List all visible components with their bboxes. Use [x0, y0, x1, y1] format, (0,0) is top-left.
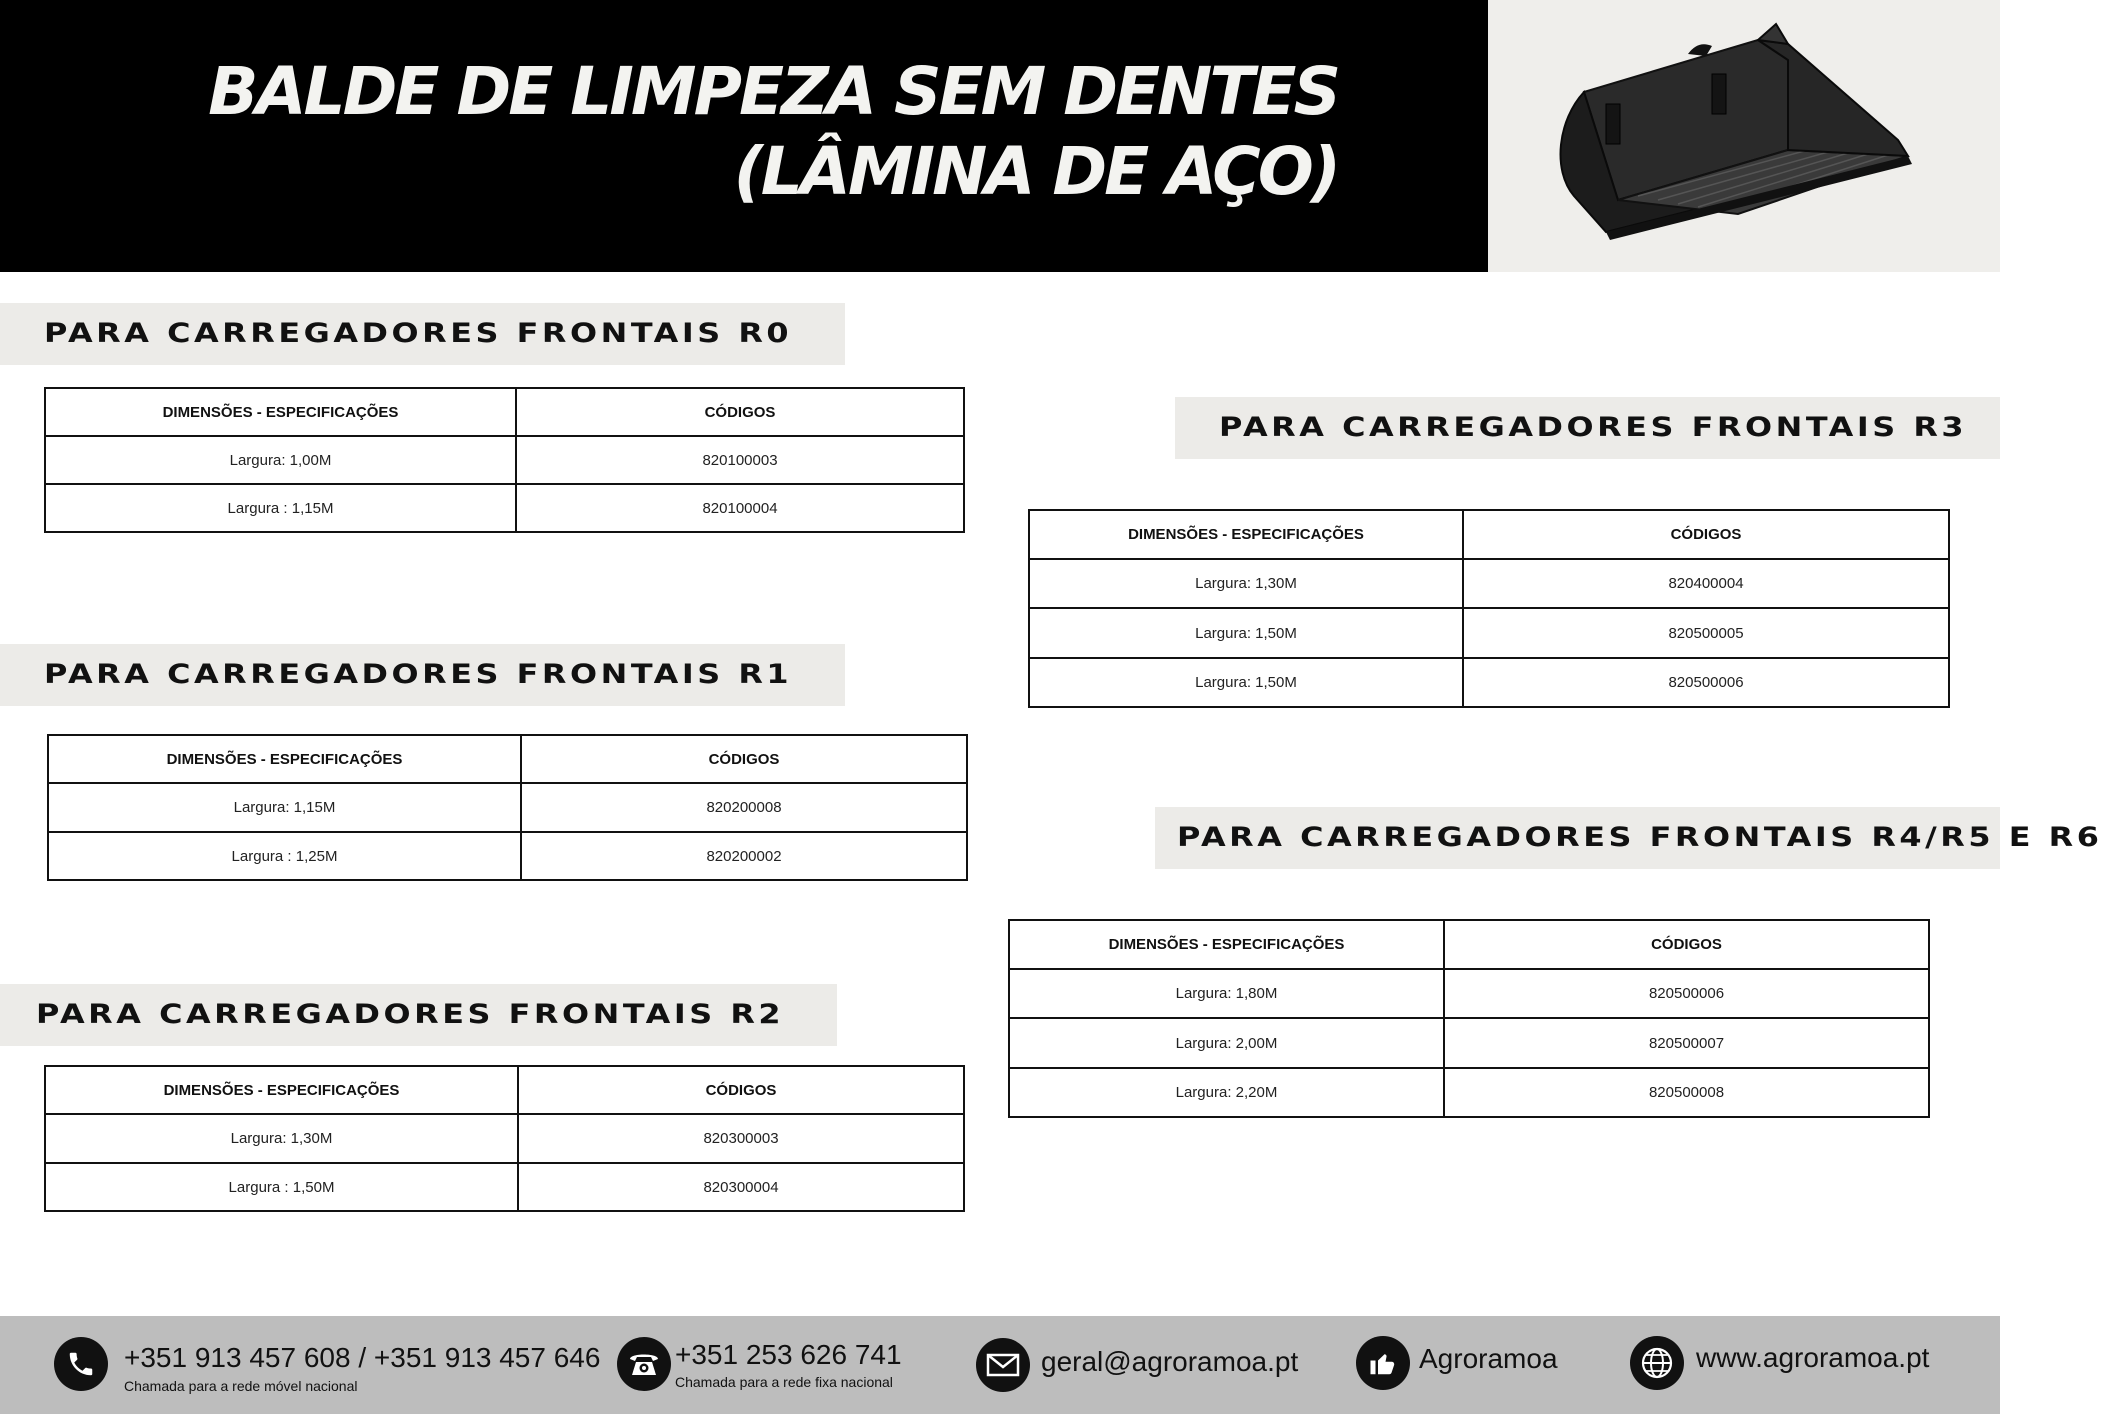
facebook-name: Agroramoa — [1419, 1343, 1558, 1374]
contact-website[interactable] — [1630, 1316, 1970, 1414]
loader-bucket-image — [1488, 0, 2000, 272]
table-row — [1009, 1068, 1929, 1117]
section-band-r2 — [0, 984, 837, 1046]
section-title-r2: PARA CARREGADORES FRONTAIS R2 — [36, 999, 785, 1030]
table-row — [48, 783, 967, 832]
dimension-cell: Largura : 1,50M — [45, 1163, 518, 1211]
section-band-r0 — [0, 303, 845, 365]
page-title — [208, 52, 1338, 212]
code-cell: 820500008 — [1444, 1068, 1929, 1117]
header-banner — [0, 0, 1488, 272]
table-row — [1009, 1018, 1929, 1068]
table-row — [45, 436, 964, 484]
column-header-dimensions: DIMENSÕES - ESPECIFICAÇÕES — [1009, 920, 1444, 969]
dimension-cell: Largura: 1,30M — [45, 1114, 518, 1163]
table-row — [45, 1163, 964, 1211]
section-title-r1: PARA CARREGADORES FRONTAIS R1 — [44, 659, 793, 690]
dimension-cell: Largura: 1,50M — [1029, 608, 1463, 658]
column-header-codes: CÓDIGOS — [518, 1066, 964, 1114]
code-cell: 820100003 — [516, 436, 964, 484]
envelope-icon — [976, 1338, 1030, 1392]
page-title-line2: (LÂMINA DE AÇO) — [733, 133, 1338, 210]
bucket-image — [1488, 0, 2000, 272]
code-cell: 820400004 — [1463, 559, 1949, 608]
column-header-dimensions: DIMENSÕES - ESPECIFICAÇÕES — [48, 735, 521, 783]
dimension-cell: Largura: 2,00M — [1009, 1018, 1444, 1068]
table-r4 — [1008, 919, 1930, 1118]
table-r2 — [44, 1065, 965, 1212]
landline-note: Chamada para a rede fixa nacional — [675, 1374, 893, 1390]
contact-facebook[interactable] — [1355, 1316, 1595, 1414]
code-cell: 820100004 — [516, 484, 964, 532]
code-cell: 820500005 — [1463, 608, 1949, 658]
code-cell: 820200002 — [521, 832, 967, 880]
landline-number: +351 253 626 741 — [675, 1339, 902, 1370]
section-title-r0: PARA CARREGADORES FRONTAIS R0 — [44, 318, 793, 349]
table-r3 — [1028, 509, 1950, 708]
table-row — [1029, 608, 1949, 658]
column-header-dimensions: DIMENSÕES - ESPECIFICAÇÕES — [1029, 510, 1463, 559]
section-band-r3 — [1175, 397, 2000, 459]
code-cell: 820500006 — [1444, 969, 1929, 1018]
section-title-r3: PARA CARREGADORES FRONTAIS R3 — [1219, 412, 1968, 443]
column-header-codes: CÓDIGOS — [1444, 920, 1929, 969]
table-row — [1029, 559, 1949, 608]
dimension-cell: Largura : 1,25M — [48, 832, 521, 880]
thumbs-up-icon — [1356, 1336, 1410, 1390]
table-row — [1009, 969, 1929, 1018]
website-url: www.agroramoa.pt — [1696, 1342, 1930, 1373]
table-r1 — [47, 734, 968, 881]
dimension-cell: Largura: 1,15M — [48, 783, 521, 832]
dimension-cell: Largura: 1,30M — [1029, 559, 1463, 608]
section-band-r4 — [1155, 807, 2102, 869]
telephone-icon — [617, 1337, 671, 1391]
column-header-codes: CÓDIGOS — [521, 735, 967, 783]
dimension-cell: Largura: 1,00M — [45, 436, 516, 484]
dimension-cell: Largura: 1,50M — [1029, 658, 1463, 707]
email-address: geral@agroramoa.pt — [1041, 1346, 1299, 1377]
mobile-note: Chamada para a rede móvel nacional — [124, 1378, 358, 1394]
code-cell: 820300003 — [518, 1114, 964, 1163]
footer — [0, 1316, 2000, 1414]
table-r0 — [44, 387, 965, 533]
column-header-codes: CÓDIGOS — [1463, 510, 1949, 559]
code-cell: 820500006 — [1463, 658, 1949, 707]
code-cell: 820500007 — [1444, 1018, 1929, 1068]
globe-icon — [1630, 1336, 1684, 1390]
table-row — [48, 832, 967, 880]
mobile-numbers: +351 913 457 608 / +351 913 457 646 — [124, 1342, 601, 1373]
phone-icon — [54, 1337, 108, 1391]
column-header-dimensions: DIMENSÕES - ESPECIFICAÇÕES — [45, 1066, 518, 1114]
dimension-cell: Largura: 2,20M — [1009, 1068, 1444, 1117]
dimension-cell: Largura : 1,15M — [45, 484, 516, 532]
section-title-r4: PARA CARREGADORES FRONTAIS R4/R5 E R6 — [1177, 822, 2102, 853]
table-row — [45, 1114, 964, 1163]
code-cell: 820300004 — [518, 1163, 964, 1211]
contact-mobile[interactable] — [0, 1316, 600, 1414]
table-row — [1029, 658, 1949, 707]
contact-landline[interactable] — [600, 1316, 930, 1414]
section-band-r1 — [0, 644, 845, 706]
column-header-codes: CÓDIGOS — [516, 388, 964, 436]
code-cell: 820200008 — [521, 783, 967, 832]
page-title-line1: BALDE DE LIMPEZA SEM DENTES — [208, 53, 1338, 130]
table-row — [45, 484, 964, 532]
column-header-dimensions: DIMENSÕES - ESPECIFICAÇÕES — [45, 388, 516, 436]
contact-email[interactable] — [975, 1316, 1315, 1414]
dimension-cell: Largura: 1,80M — [1009, 969, 1444, 1018]
